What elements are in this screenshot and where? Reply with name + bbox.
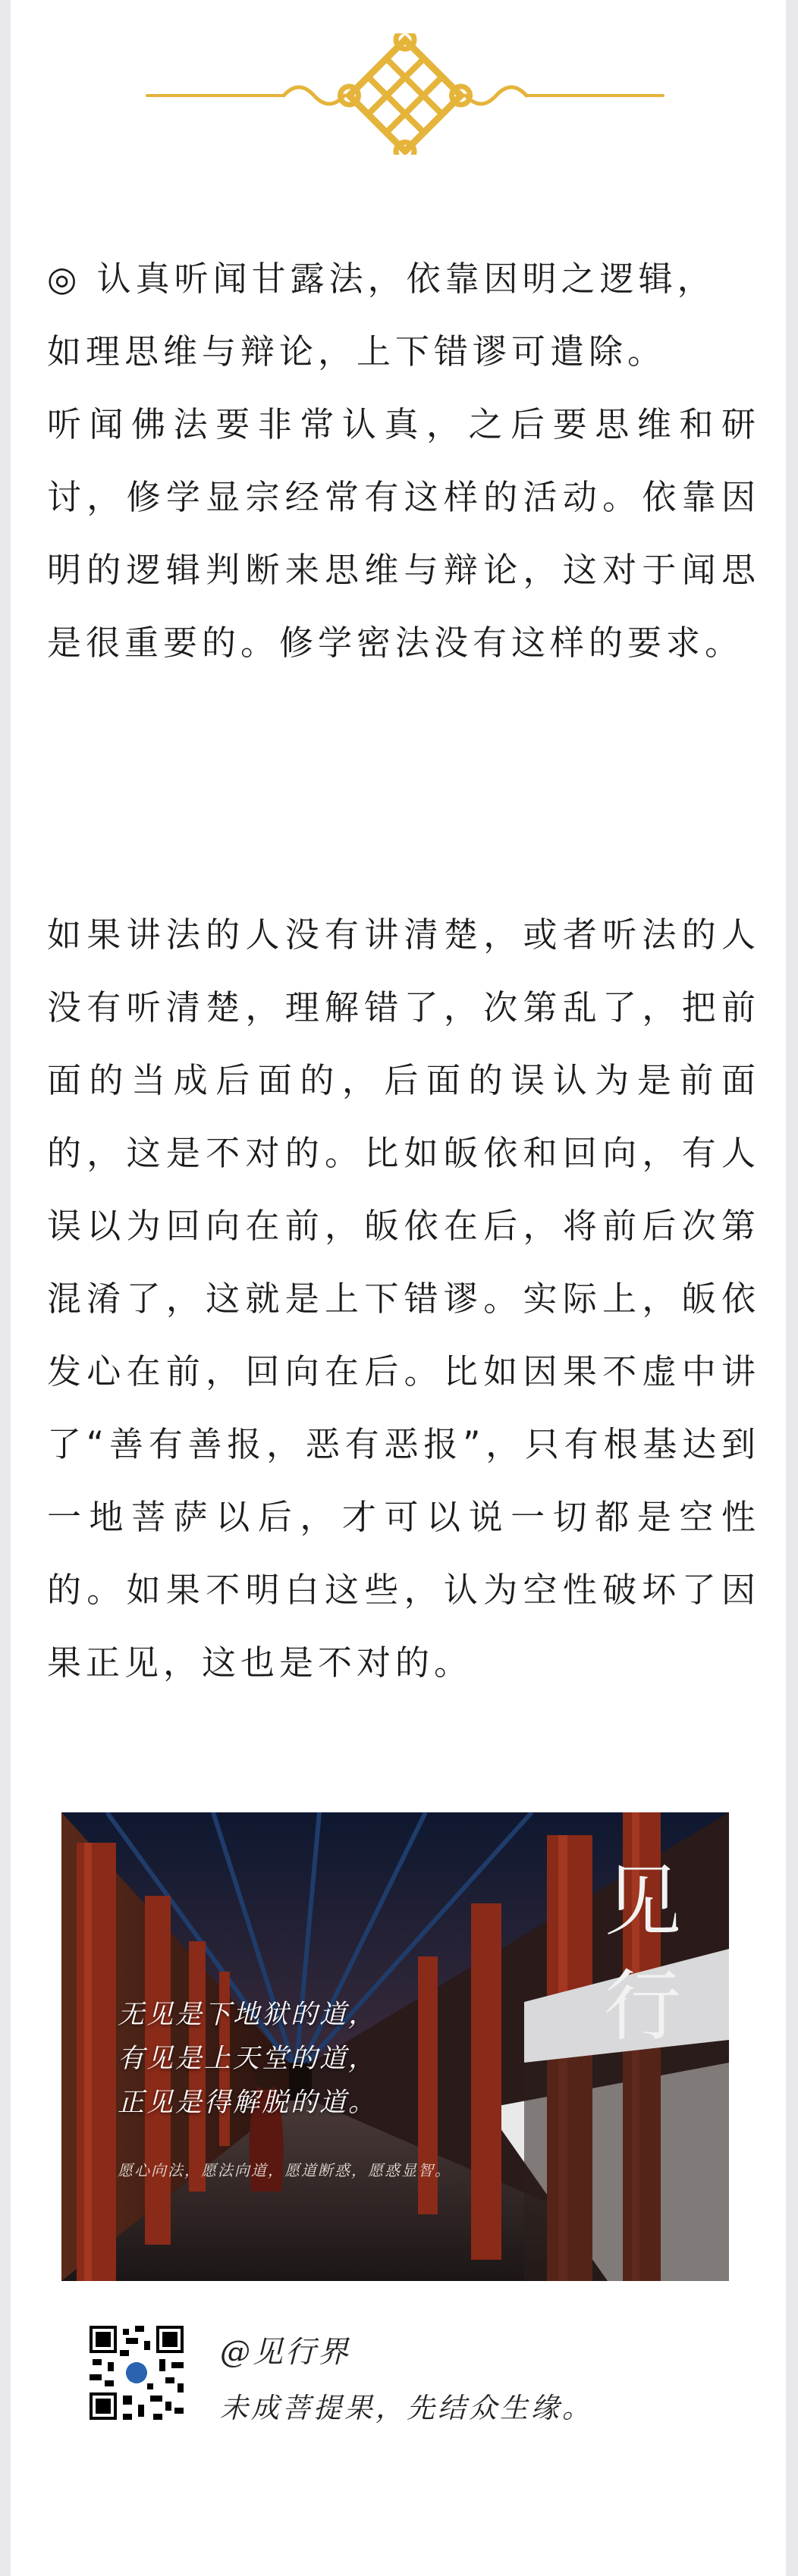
account-slogan: 未成菩提果，先结众生缘。 <box>220 2392 593 2424</box>
image-vows: 愿心向法，愿法向道，愿道断惑，愿惑显智。 <box>118 2161 451 2179</box>
image-verse-line: 无见是下地狱的道， <box>118 2000 378 2030</box>
verse-line-1: ◎ 认真听闻甘露法，依靠因明之逻辑， <box>47 259 716 299</box>
article-paragraph <box>47 243 760 679</box>
brand-title-char: 见 <box>604 1857 681 1947</box>
endless-knot-icon <box>132 33 678 155</box>
verse-line-2: 如理思维与辩论，上下错谬可遣除。 <box>47 331 667 372</box>
qr-code-icon[interactable] <box>86 2323 187 2423</box>
image-verse-line: 有见是上天堂的道， <box>118 2044 378 2074</box>
image-verse-line: 正见是得解脱的道。 <box>118 2088 378 2118</box>
temple-corridor-image <box>61 1812 729 2281</box>
account-handle: @见行界 <box>220 2335 350 2370</box>
article-paragraph <box>47 899 760 1699</box>
commentary-paragraph: 听闻佛法要非常认真，之后要思维和研讨，修学显宗经常有这样的活动。依靠因明的逻辑判断来思维与辩论，这对于闻思是很重要的。修学密法没有这样的要求。 <box>47 404 760 663</box>
image-verse <box>118 1993 377 2125</box>
article-page <box>11 0 786 2576</box>
body-paragraph: 如果讲法的人没有讲清楚，或者听法的人没有听清楚，理解错了，次第乱了，把前面的当成后面的，后面的误认为是前面的，这是不对的。比如皈依和回向，有人误以为回向在前，皈依在后，将前后次第混淆了，这就是上下错谬。实际上，皈依发心在前，回向在后。比如因果不虚中讲了“善有善报，恶有恶报”，只有根基达到一地菩萨以后，才可以说一切都是空性的。如果不明白这些，认为空性破坏了因果正见，这也是不对的。 <box>47 915 760 1683</box>
brand-title-char: 行 <box>604 1962 681 2052</box>
brand-title <box>597 1850 688 2060</box>
